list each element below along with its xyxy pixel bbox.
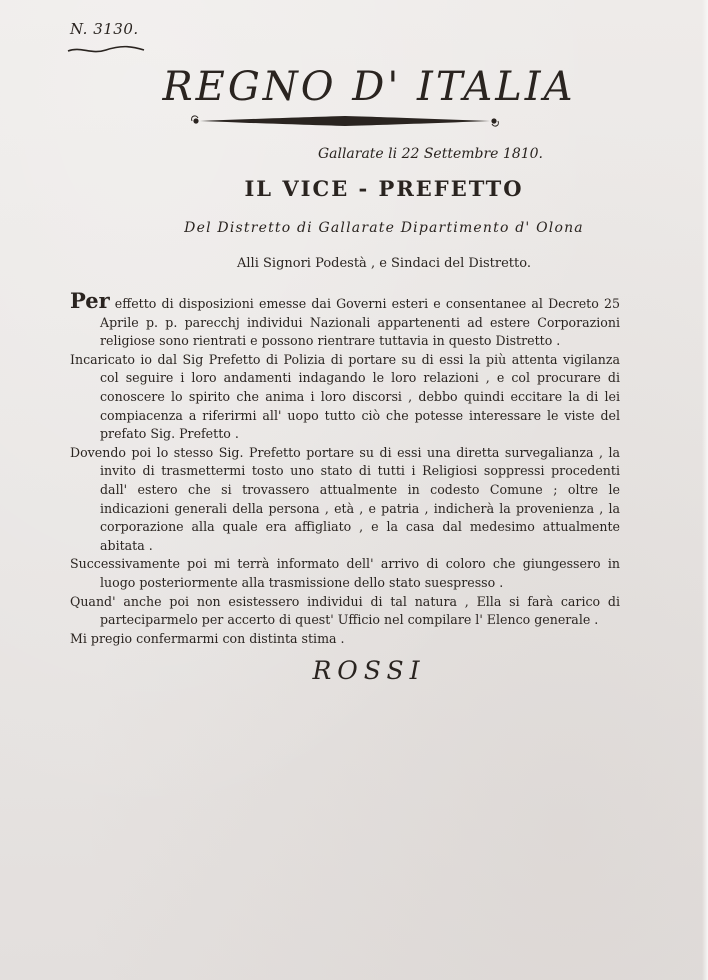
paragraph-1-text: effetto di disposizioni emesse dai Governi esteri e consentanee al Decreto 25 Aprile p. p. parecchj individui Nazionali appartenenti ad estere Corporazioni religiose sono rientrati e possono rientrare tuttavia in questo Distretto . — [100, 296, 620, 349]
document-number: N. 3130. — [70, 20, 139, 38]
office-title: IL VICE - PREFETTO — [244, 176, 524, 201]
paragraph-2: Incaricato io dal Sig Prefetto di Polizia di portare su di essi la più attenta vigilanza col seguire i loro andamenti indagando le loro relazioni , e col procurare di conoscere lo spirito che anima i loro discorsi , debbo quindi eccitare la di lei compiacenza a riferirmi all' uopo tutto ciò che potesse interessare le viste del prefato Sig. Prefetto . — [70, 351, 620, 442]
date-line: Gallarate li 22 Settembre 1810. — [317, 146, 543, 162]
paragraph-3: Dovendo poi lo stesso Sig. Prefetto portare su di essi una diretta survegalianza , la invito di trasmettermi tosto uno stato di tutti i Religiosi soppressi procedenti dall' estero che si trovassero attualmente in codesto Comune ; oltre le indicazioni generali della persona , età , e patria , indicherà la provenienza , la corporazione alla quale era affigliato , e la casa dal medesimo attualmente abitata . — [70, 444, 620, 553]
letter-body — [70, 288, 620, 648]
addressee-line: Alli Signori Podestà , e Sindaci del Distretto. — [237, 256, 531, 271]
page-edge — [702, 0, 708, 980]
number-underline-flourish — [66, 44, 146, 56]
main-title: REGNO D' ITALIA — [162, 64, 576, 110]
paragraph-5: Quand' anche poi non esistessero individui di tal natura , Ella si farà carico di parteciparmelo per accerto di quest' Ufficio nel compilare l' Elenco generale . — [70, 593, 620, 628]
district-line: Del Distretto di Gallarate Dipartimento d' Olona — [184, 220, 584, 236]
drop-cap: Per — [70, 288, 110, 313]
paragraph-1 — [70, 288, 620, 351]
paragraph-6: Mi pregio confermarmi con distinta stima . — [70, 630, 345, 646]
title-ornament-rule — [190, 112, 500, 130]
paragraph-4: Successivamente poi mi terrà informato dell' arrivo di coloro che giungessero in luogo posteriormente alla trasmissione dello stato suespresso . — [70, 556, 620, 590]
signature: ROSSI — [312, 656, 426, 685]
